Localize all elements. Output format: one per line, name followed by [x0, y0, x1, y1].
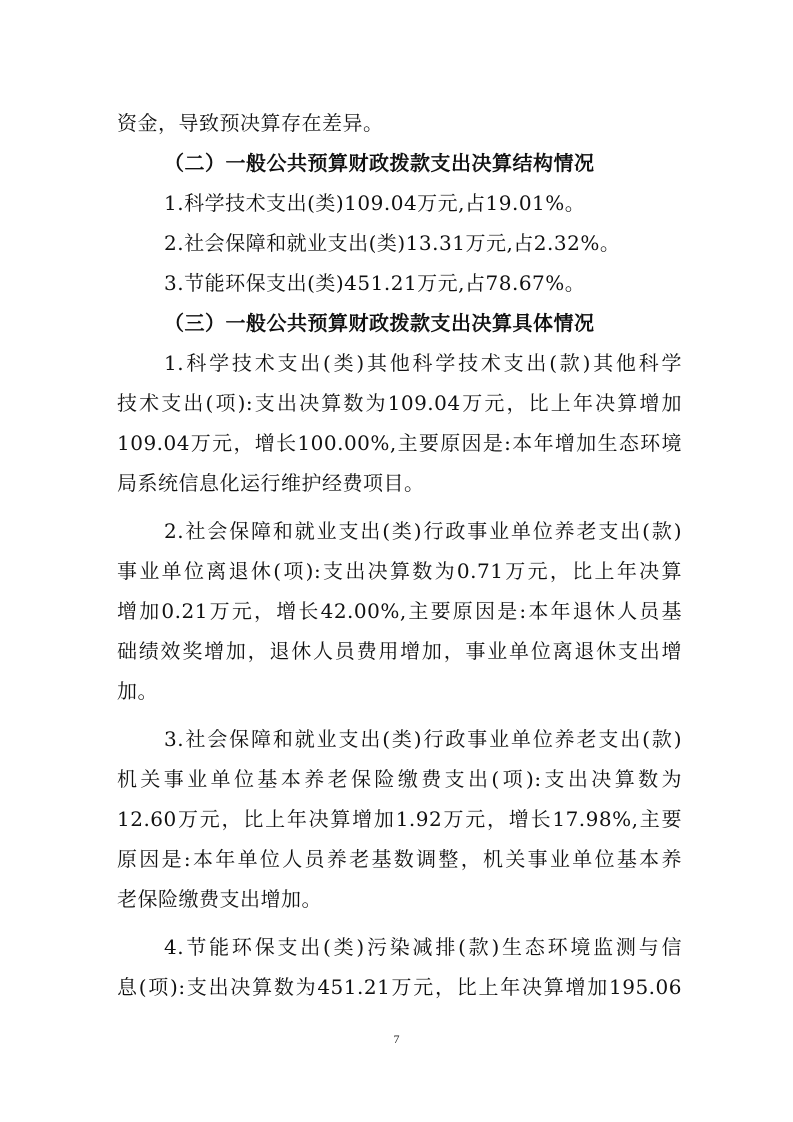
paragraph-line: 12.60万元，比上年决算增加1.92万元，增长17.98%,主要 — [117, 807, 682, 831]
paragraph-line: 3.社会保障和就业支出(类)行政事业单位养老支出(款) — [164, 727, 682, 751]
paragraph-line: 技术支出(项):支出决算数为109.04万元，比上年决算增加 — [117, 391, 682, 415]
structure-item-social-security: 2.社会保障和就业支出(类)13.31万元,占2.32%。 — [164, 231, 621, 255]
paragraph-line: 资金，导致预决算存在差异。 — [117, 111, 384, 135]
paragraph-line: 1.科学技术支出(类)其他科学技术支出(款)其他科学 — [164, 351, 682, 375]
paragraph-line: 原因是:本年单位人员养老基数调整，机关事业单位基本养 — [117, 847, 682, 871]
paragraph-line: 机关事业单位基本养老保险缴费支出(项):支出决算数为 — [117, 767, 682, 791]
page-number: 7 — [393, 1032, 400, 1046]
structure-item-environment: 3.节能环保支出(类)451.21万元,占78.67%。 — [164, 271, 586, 295]
page-body — [117, 103, 682, 1007]
structure-item-science: 1.科学技术支出(类)109.04万元,占19.01%。 — [164, 191, 586, 215]
paragraph-line: 事业单位离退休(项):支出决算数为0.71万元，比上年决算 — [117, 559, 682, 583]
paragraph-line: 老保险缴费支出增加。 — [117, 887, 322, 911]
section-heading-details: （三）一般公共预算财政拨款支出决算具体情况 — [164, 311, 595, 335]
paragraph-line: 础绩效奖增加，退休人员费用增加，事业单位离退休支出增 — [117, 639, 682, 663]
paragraph-line: 局系统信息化运行维护经费项目。 — [117, 471, 425, 495]
section-heading-structure: （二）一般公共预算财政拨款支出决算结构情况 — [164, 151, 595, 175]
paragraph-line: 增加0.21万元，增长42.00%,主要原因是:本年退休人员基 — [117, 599, 682, 623]
paragraph-line: 4.节能环保支出(类)污染减排(款)生态环境监测与信 — [164, 935, 682, 959]
paragraph-line: 109.04万元，增长100.00%,主要原因是:本年增加生态环境 — [117, 431, 682, 455]
paragraph-line: 加。 — [117, 679, 158, 703]
paragraph-line: 息(项):支出决算数为451.21万元，比上年决算增加195.06 — [117, 975, 682, 999]
paragraph-line: 2.社会保障和就业支出(类)行政事业单位养老支出(款) — [164, 519, 682, 543]
